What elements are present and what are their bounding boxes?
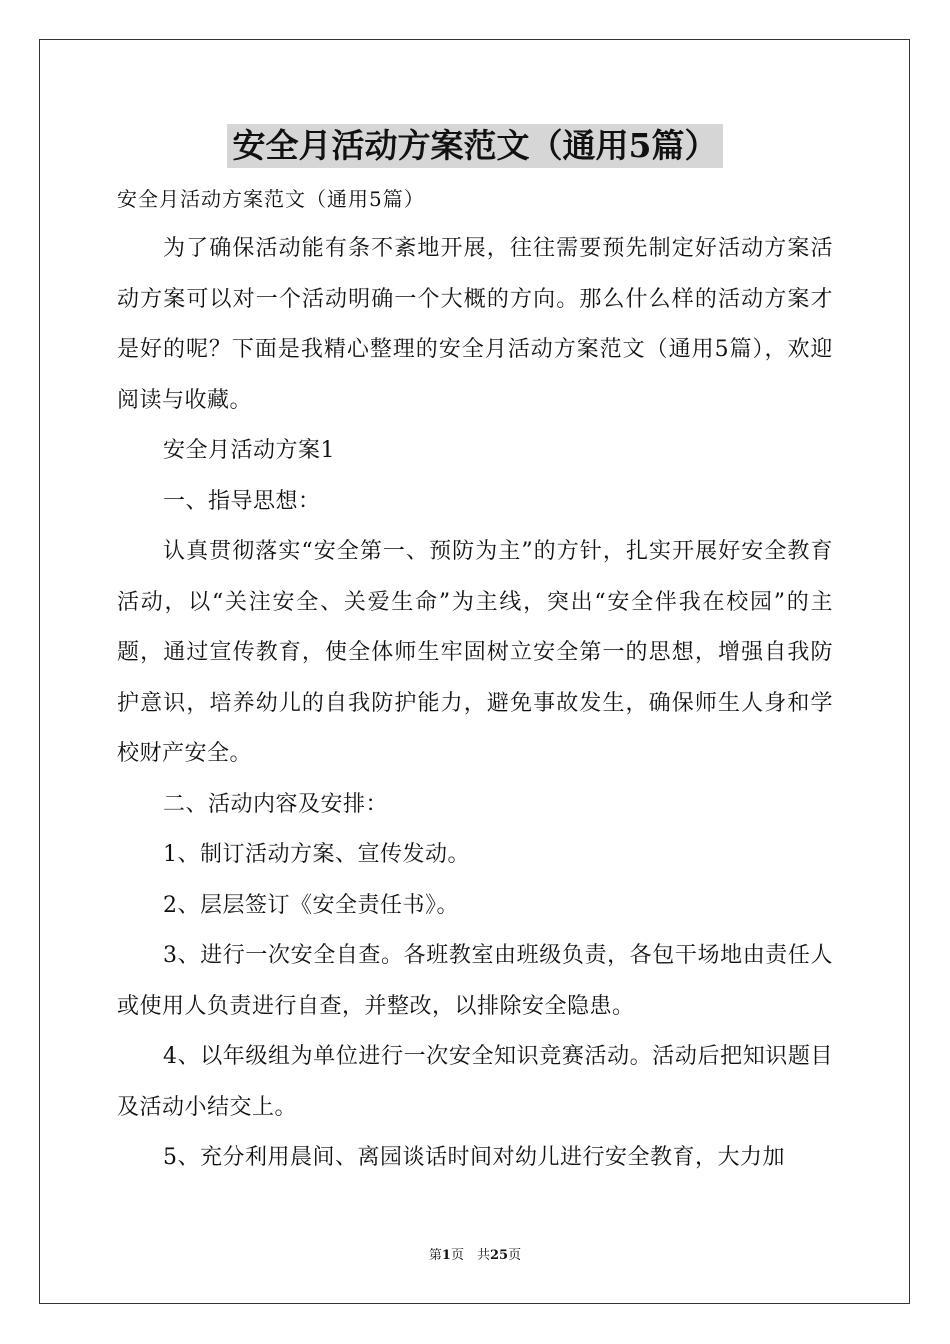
total-pages-number: 25 bbox=[489, 1248, 509, 1263]
list-item-4: 4、以年级组为单位进行一次安全知识竞赛活动。活动后把知识题目及活动小结交上。 bbox=[117, 1044, 833, 1120]
document-body bbox=[117, 174, 833, 1184]
page-mid: 页 共 bbox=[450, 1248, 490, 1263]
page-prefix: 第 bbox=[428, 1248, 442, 1263]
page-footer bbox=[0, 1244, 950, 1263]
section-heading-plan-1: 安全月活动方案1 bbox=[163, 438, 335, 463]
page-suffix: 页 bbox=[508, 1248, 522, 1263]
list-item-3: 3、进行一次安全自查。各班教室由班级负责，各包干场地由责任人或使用人负责进行自查，并整改，以排除安全隐患。 bbox=[117, 943, 833, 1019]
section-heading-activities: 二、活动内容及安排： bbox=[163, 791, 389, 817]
list-item-2: 2、层层签订《安全责任书》。 bbox=[163, 892, 459, 918]
current-page-number: 1 bbox=[441, 1248, 451, 1263]
list-item-1: 1、制订活动方案、宣传发动。 bbox=[163, 842, 470, 867]
paragraph-guiding-ideology: 认真贯彻落实“安全第一、预防为主”的方针，扎实开展好安全教育活动，以“关注安全、关爱生命”为主线，突出“安全伴我在校园”的主题，通过宣传教育，使全体师生牢固树立安全第一的思想，增强自我防护意识，培养幼儿的自我防护能力，避免事故发生，确保师生人身和学校财产安全。 bbox=[117, 539, 833, 766]
paragraph-intro: 为了确保活动能有条不紊地开展，往往需要预先制定好活动方案活动方案可以对一个活动明确一个大概的方向。那么什么样的活动方案才是好的呢？下面是我精心整理的安全月活动方案范文（通用5篇），欢迎阅读与收藏。 bbox=[117, 236, 833, 413]
list-item-5: 5、充分利用晨间、离园谈话时间对幼儿进行安全教育，大力加 bbox=[163, 1145, 785, 1170]
document-title: 安全月活动方案范文（通用5篇） bbox=[227, 124, 724, 168]
section-heading-guiding-ideology: 一、指导思想： bbox=[163, 488, 321, 514]
title-wrap bbox=[0, 124, 950, 168]
document-subtitle: 安全月活动方案范文（通用5篇） bbox=[117, 187, 425, 211]
